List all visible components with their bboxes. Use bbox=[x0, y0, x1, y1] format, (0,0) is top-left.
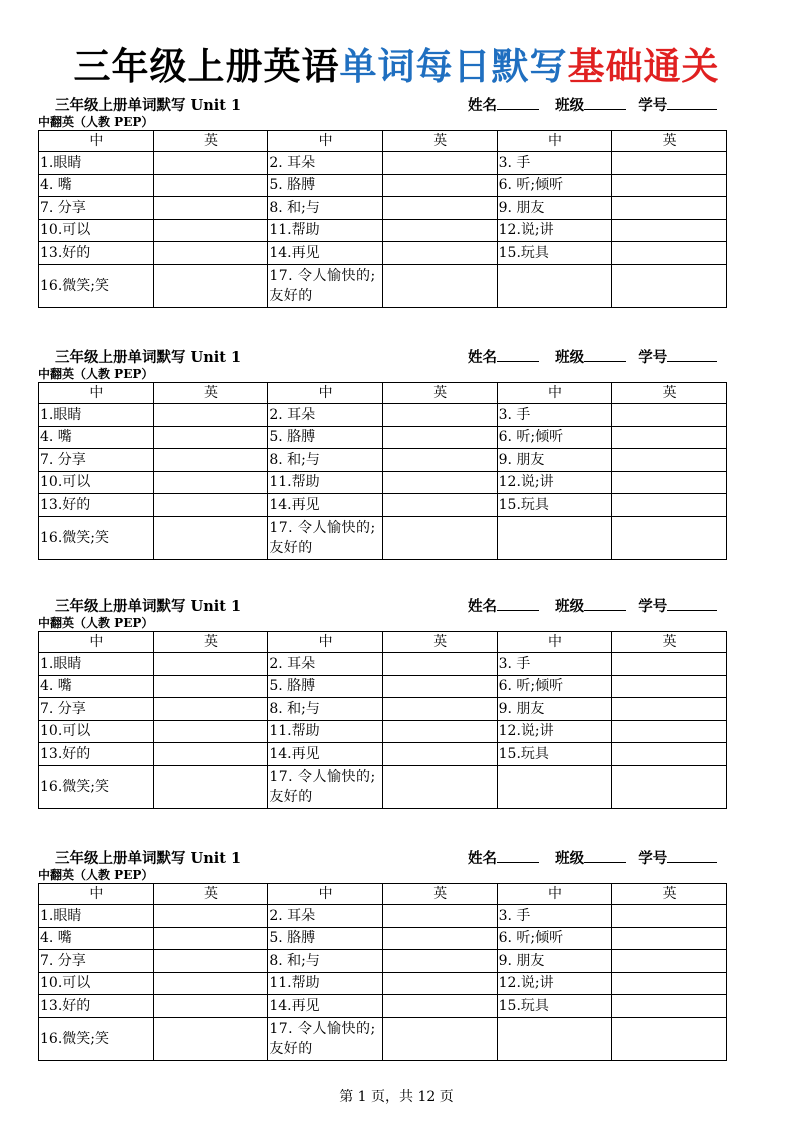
name-blank[interactable] bbox=[497, 596, 539, 611]
chinese-word-cell: 1.眼睛 bbox=[39, 152, 154, 175]
chinese-word-cell bbox=[497, 516, 612, 559]
vocab-table bbox=[38, 130, 727, 308]
table-row bbox=[39, 720, 727, 743]
class-label: 班级 bbox=[555, 850, 585, 867]
col-header-zh: 中 bbox=[268, 383, 383, 404]
col-header-zh: 中 bbox=[497, 131, 612, 152]
chinese-word-cell: 12.说;讲 bbox=[497, 972, 612, 995]
name-label: 姓名 bbox=[468, 97, 497, 114]
class-label: 班级 bbox=[555, 349, 585, 366]
table-row bbox=[39, 264, 727, 307]
worksheet-title: 三年级上册单词默写 Unit 1 bbox=[55, 598, 242, 615]
worksheet-header bbox=[38, 344, 728, 366]
english-answer-cell[interactable] bbox=[153, 152, 268, 175]
student-info-fields bbox=[468, 94, 717, 115]
english-answer-cell[interactable] bbox=[612, 905, 727, 928]
english-answer-cell[interactable] bbox=[382, 426, 497, 449]
chinese-word-cell: 14.再见 bbox=[268, 494, 383, 517]
english-answer-cell[interactable] bbox=[612, 675, 727, 698]
chinese-word-cell bbox=[497, 1017, 612, 1060]
table-header-row bbox=[39, 884, 727, 905]
id-blank[interactable] bbox=[667, 347, 717, 362]
col-header-en: 英 bbox=[153, 383, 268, 404]
chinese-word-cell: 17. 令人愉快的;友好的 bbox=[268, 264, 383, 307]
col-header-en: 英 bbox=[382, 383, 497, 404]
id-label: 学号 bbox=[638, 598, 668, 615]
chinese-word-cell: 8. 和;与 bbox=[268, 449, 383, 472]
worksheet-header bbox=[38, 845, 728, 867]
english-answer-cell[interactable] bbox=[612, 743, 727, 766]
chinese-word-cell: 17. 令人愉快的;友好的 bbox=[268, 765, 383, 808]
chinese-word-cell: 12.说;讲 bbox=[497, 471, 612, 494]
chinese-word-cell: 2. 耳朵 bbox=[268, 152, 383, 175]
col-header-zh: 中 bbox=[268, 131, 383, 152]
table-row bbox=[39, 449, 727, 472]
chinese-word-cell: 11.帮助 bbox=[268, 972, 383, 995]
english-answer-cell[interactable] bbox=[153, 426, 268, 449]
worksheet-title: 三年级上册单词默写 Unit 1 bbox=[55, 349, 242, 366]
english-answer-cell[interactable] bbox=[612, 972, 727, 995]
table-row bbox=[39, 219, 727, 242]
table-row bbox=[39, 1017, 727, 1060]
vocab-table bbox=[38, 631, 727, 809]
name-blank[interactable] bbox=[497, 848, 539, 863]
english-answer-cell[interactable] bbox=[612, 995, 727, 1018]
english-answer-cell[interactable] bbox=[153, 905, 268, 928]
worksheet-header bbox=[38, 92, 728, 114]
col-header-en: 英 bbox=[612, 383, 727, 404]
worksheet-subtitle: 中翻英（人教 PEP） bbox=[38, 868, 154, 882]
col-header-zh: 中 bbox=[39, 383, 154, 404]
english-answer-cell[interactable] bbox=[382, 675, 497, 698]
chinese-word-cell: 3. 手 bbox=[497, 653, 612, 676]
col-header-en: 英 bbox=[612, 131, 727, 152]
english-answer-cell[interactable] bbox=[612, 765, 727, 808]
chinese-word-cell: 6. 听;倾听 bbox=[497, 174, 612, 197]
table-row bbox=[39, 743, 727, 766]
class-label: 班级 bbox=[555, 97, 585, 114]
table-row bbox=[39, 494, 727, 517]
chinese-word-cell: 17. 令人愉快的;友好的 bbox=[268, 516, 383, 559]
col-header-en: 英 bbox=[612, 884, 727, 905]
english-answer-cell[interactable] bbox=[153, 653, 268, 676]
worksheet-subtitle: 中翻英（人教 PEP） bbox=[38, 367, 154, 381]
english-answer-cell[interactable] bbox=[382, 927, 497, 950]
worksheet-section bbox=[38, 92, 728, 308]
chinese-word-cell: 10.可以 bbox=[39, 972, 154, 995]
chinese-word-cell bbox=[497, 765, 612, 808]
english-answer-cell[interactable] bbox=[153, 197, 268, 220]
col-header-en: 英 bbox=[612, 632, 727, 653]
chinese-word-cell: 5. 胳膊 bbox=[268, 927, 383, 950]
english-answer-cell[interactable] bbox=[153, 174, 268, 197]
chinese-word-cell: 13.好的 bbox=[39, 242, 154, 265]
english-answer-cell[interactable] bbox=[612, 950, 727, 973]
col-header-en: 英 bbox=[153, 632, 268, 653]
english-answer-cell[interactable] bbox=[382, 1017, 497, 1060]
english-answer-cell[interactable] bbox=[612, 426, 727, 449]
table-header-row bbox=[39, 131, 727, 152]
chinese-word-cell: 4. 嘴 bbox=[39, 675, 154, 698]
english-answer-cell[interactable] bbox=[382, 743, 497, 766]
chinese-word-cell: 1.眼睛 bbox=[39, 653, 154, 676]
title-part-blue: 单词每日默写 bbox=[339, 45, 568, 88]
col-header-en: 英 bbox=[382, 131, 497, 152]
id-blank[interactable] bbox=[667, 596, 717, 611]
chinese-word-cell: 13.好的 bbox=[39, 743, 154, 766]
chinese-word-cell: 5. 胳膊 bbox=[268, 675, 383, 698]
english-answer-cell[interactable] bbox=[153, 1017, 268, 1060]
chinese-word-cell: 15.玩具 bbox=[497, 242, 612, 265]
title-part-red: 基础通关 bbox=[567, 45, 720, 88]
worksheet-header bbox=[38, 593, 728, 615]
english-answer-cell[interactable] bbox=[612, 720, 727, 743]
english-answer-cell[interactable] bbox=[153, 516, 268, 559]
table-row bbox=[39, 174, 727, 197]
chinese-word-cell: 12.说;讲 bbox=[497, 720, 612, 743]
english-answer-cell[interactable] bbox=[153, 219, 268, 242]
chinese-word-cell: 16.微笑;笑 bbox=[39, 1017, 154, 1060]
english-answer-cell[interactable] bbox=[153, 972, 268, 995]
chinese-word-cell bbox=[497, 264, 612, 307]
table-row bbox=[39, 653, 727, 676]
english-answer-cell[interactable] bbox=[382, 174, 497, 197]
chinese-word-cell: 2. 耳朵 bbox=[268, 905, 383, 928]
student-info-fields bbox=[468, 595, 717, 616]
english-answer-cell[interactable] bbox=[612, 653, 727, 676]
table-header-row bbox=[39, 383, 727, 404]
english-answer-cell[interactable] bbox=[612, 219, 727, 242]
english-answer-cell[interactable] bbox=[382, 905, 497, 928]
name-blank[interactable] bbox=[497, 95, 539, 110]
english-answer-cell[interactable] bbox=[153, 675, 268, 698]
name-blank[interactable] bbox=[497, 347, 539, 362]
english-answer-cell[interactable] bbox=[382, 653, 497, 676]
chinese-word-cell: 13.好的 bbox=[39, 995, 154, 1018]
table-row bbox=[39, 995, 727, 1018]
chinese-word-cell: 4. 嘴 bbox=[39, 927, 154, 950]
english-answer-cell[interactable] bbox=[382, 197, 497, 220]
table-row bbox=[39, 152, 727, 175]
english-answer-cell[interactable] bbox=[612, 152, 727, 175]
english-answer-cell[interactable] bbox=[382, 698, 497, 721]
english-answer-cell[interactable] bbox=[382, 516, 497, 559]
english-answer-cell[interactable] bbox=[382, 152, 497, 175]
student-info-fields bbox=[468, 346, 717, 367]
chinese-word-cell: 5. 胳膊 bbox=[268, 426, 383, 449]
col-header-en: 英 bbox=[382, 632, 497, 653]
english-answer-cell[interactable] bbox=[153, 720, 268, 743]
english-answer-cell[interactable] bbox=[153, 950, 268, 973]
chinese-word-cell: 15.玩具 bbox=[497, 995, 612, 1018]
table-row bbox=[39, 765, 727, 808]
col-header-en: 英 bbox=[153, 131, 268, 152]
chinese-word-cell: 6. 听;倾听 bbox=[497, 927, 612, 950]
chinese-word-cell: 4. 嘴 bbox=[39, 426, 154, 449]
table-row bbox=[39, 698, 727, 721]
table-row bbox=[39, 675, 727, 698]
chinese-word-cell: 14.再见 bbox=[268, 743, 383, 766]
english-answer-cell[interactable] bbox=[382, 264, 497, 307]
chinese-word-cell: 11.帮助 bbox=[268, 219, 383, 242]
english-answer-cell[interactable] bbox=[382, 995, 497, 1018]
page-title bbox=[0, 36, 793, 90]
chinese-word-cell: 6. 听;倾听 bbox=[497, 426, 612, 449]
english-answer-cell[interactable] bbox=[153, 449, 268, 472]
chinese-word-cell: 3. 手 bbox=[497, 404, 612, 427]
english-answer-cell[interactable] bbox=[612, 494, 727, 517]
col-header-zh: 中 bbox=[268, 632, 383, 653]
english-answer-cell[interactable] bbox=[153, 995, 268, 1018]
chinese-word-cell: 1.眼睛 bbox=[39, 404, 154, 427]
english-answer-cell[interactable] bbox=[382, 242, 497, 265]
chinese-word-cell: 17. 令人愉快的;友好的 bbox=[268, 1017, 383, 1060]
table-row bbox=[39, 516, 727, 559]
chinese-word-cell: 14.再见 bbox=[268, 995, 383, 1018]
english-answer-cell[interactable] bbox=[612, 516, 727, 559]
english-answer-cell[interactable] bbox=[612, 1017, 727, 1060]
english-answer-cell[interactable] bbox=[382, 494, 497, 517]
table-row bbox=[39, 471, 727, 494]
chinese-word-cell: 12.说;讲 bbox=[497, 219, 612, 242]
chinese-word-cell: 10.可以 bbox=[39, 720, 154, 743]
class-label: 班级 bbox=[555, 598, 585, 615]
english-answer-cell[interactable] bbox=[612, 449, 727, 472]
english-answer-cell[interactable] bbox=[153, 471, 268, 494]
col-header-zh: 中 bbox=[39, 632, 154, 653]
chinese-word-cell: 1.眼睛 bbox=[39, 905, 154, 928]
class-blank[interactable] bbox=[584, 596, 626, 611]
chinese-word-cell: 7. 分享 bbox=[39, 950, 154, 973]
english-answer-cell[interactable] bbox=[612, 264, 727, 307]
chinese-word-cell: 5. 胳膊 bbox=[268, 174, 383, 197]
chinese-word-cell: 2. 耳朵 bbox=[268, 653, 383, 676]
english-answer-cell[interactable] bbox=[153, 927, 268, 950]
worksheet-subtitle: 中翻英（人教 PEP） bbox=[38, 616, 154, 630]
table-header-row bbox=[39, 632, 727, 653]
class-blank[interactable] bbox=[584, 848, 626, 863]
table-row bbox=[39, 197, 727, 220]
chinese-word-cell: 7. 分享 bbox=[39, 698, 154, 721]
chinese-word-cell: 15.玩具 bbox=[497, 494, 612, 517]
chinese-word-cell: 16.微笑;笑 bbox=[39, 264, 154, 307]
chinese-word-cell: 7. 分享 bbox=[39, 197, 154, 220]
chinese-word-cell: 16.微笑;笑 bbox=[39, 516, 154, 559]
col-header-zh: 中 bbox=[268, 884, 383, 905]
english-answer-cell[interactable] bbox=[382, 449, 497, 472]
id-label: 学号 bbox=[638, 349, 668, 366]
chinese-word-cell: 4. 嘴 bbox=[39, 174, 154, 197]
vocab-table bbox=[38, 382, 727, 560]
english-answer-cell[interactable] bbox=[153, 494, 268, 517]
vocab-table bbox=[38, 883, 727, 1061]
chinese-word-cell: 13.好的 bbox=[39, 494, 154, 517]
class-blank[interactable] bbox=[584, 347, 626, 362]
name-label: 姓名 bbox=[468, 850, 497, 867]
english-answer-cell[interactable] bbox=[612, 471, 727, 494]
class-blank[interactable] bbox=[584, 95, 626, 110]
name-label: 姓名 bbox=[468, 349, 497, 366]
english-answer-cell[interactable] bbox=[153, 264, 268, 307]
col-header-en: 英 bbox=[382, 884, 497, 905]
worksheet-title: 三年级上册单词默写 Unit 1 bbox=[55, 97, 242, 114]
english-answer-cell[interactable] bbox=[153, 743, 268, 766]
title-part-black: 三年级上册英语 bbox=[73, 45, 340, 88]
page-footer: 第 1 页，共 12 页 bbox=[339, 1089, 454, 1105]
english-answer-cell[interactable] bbox=[382, 471, 497, 494]
english-answer-cell[interactable] bbox=[382, 765, 497, 808]
col-header-zh: 中 bbox=[497, 884, 612, 905]
worksheet-section bbox=[38, 593, 728, 809]
chinese-word-cell: 15.玩具 bbox=[497, 743, 612, 766]
english-answer-cell[interactable] bbox=[612, 698, 727, 721]
english-answer-cell[interactable] bbox=[612, 242, 727, 265]
col-header-en: 英 bbox=[153, 884, 268, 905]
english-answer-cell[interactable] bbox=[382, 720, 497, 743]
english-answer-cell[interactable] bbox=[612, 404, 727, 427]
english-answer-cell[interactable] bbox=[382, 972, 497, 995]
table-row bbox=[39, 927, 727, 950]
english-answer-cell[interactable] bbox=[382, 950, 497, 973]
chinese-word-cell: 14.再见 bbox=[268, 242, 383, 265]
chinese-word-cell: 8. 和;与 bbox=[268, 197, 383, 220]
chinese-word-cell: 11.帮助 bbox=[268, 471, 383, 494]
english-answer-cell[interactable] bbox=[153, 765, 268, 808]
table-row bbox=[39, 905, 727, 928]
col-header-zh: 中 bbox=[497, 383, 612, 404]
id-blank[interactable] bbox=[667, 95, 717, 110]
table-row bbox=[39, 972, 727, 995]
english-answer-cell[interactable] bbox=[153, 242, 268, 265]
chinese-word-cell: 9. 朋友 bbox=[497, 950, 612, 973]
col-header-zh: 中 bbox=[497, 632, 612, 653]
chinese-word-cell: 6. 听;倾听 bbox=[497, 675, 612, 698]
chinese-word-cell: 7. 分享 bbox=[39, 449, 154, 472]
chinese-word-cell: 8. 和;与 bbox=[268, 698, 383, 721]
worksheet-subtitle: 中翻英（人教 PEP） bbox=[38, 115, 154, 129]
worksheet-section bbox=[38, 344, 728, 560]
chinese-word-cell: 9. 朋友 bbox=[497, 197, 612, 220]
id-label: 学号 bbox=[638, 850, 668, 867]
english-answer-cell[interactable] bbox=[382, 404, 497, 427]
english-answer-cell[interactable] bbox=[382, 219, 497, 242]
chinese-word-cell: 10.可以 bbox=[39, 471, 154, 494]
chinese-word-cell: 3. 手 bbox=[497, 152, 612, 175]
table-row bbox=[39, 950, 727, 973]
chinese-word-cell: 10.可以 bbox=[39, 219, 154, 242]
english-answer-cell[interactable] bbox=[153, 404, 268, 427]
chinese-word-cell: 9. 朋友 bbox=[497, 449, 612, 472]
student-info-fields bbox=[468, 847, 717, 868]
chinese-word-cell: 16.微笑;笑 bbox=[39, 765, 154, 808]
worksheet-section bbox=[38, 845, 728, 1061]
worksheet-title: 三年级上册单词默写 Unit 1 bbox=[55, 850, 242, 867]
chinese-word-cell: 3. 手 bbox=[497, 905, 612, 928]
english-answer-cell[interactable] bbox=[612, 927, 727, 950]
table-row bbox=[39, 426, 727, 449]
table-row bbox=[39, 242, 727, 265]
col-header-zh: 中 bbox=[39, 131, 154, 152]
chinese-word-cell: 2. 耳朵 bbox=[268, 404, 383, 427]
id-label: 学号 bbox=[638, 97, 668, 114]
english-answer-cell[interactable] bbox=[612, 174, 727, 197]
chinese-word-cell: 9. 朋友 bbox=[497, 698, 612, 721]
col-header-zh: 中 bbox=[39, 884, 154, 905]
name-label: 姓名 bbox=[468, 598, 497, 615]
chinese-word-cell: 11.帮助 bbox=[268, 720, 383, 743]
chinese-word-cell: 8. 和;与 bbox=[268, 950, 383, 973]
table-row bbox=[39, 404, 727, 427]
english-answer-cell[interactable] bbox=[612, 197, 727, 220]
id-blank[interactable] bbox=[667, 848, 717, 863]
english-answer-cell[interactable] bbox=[153, 698, 268, 721]
